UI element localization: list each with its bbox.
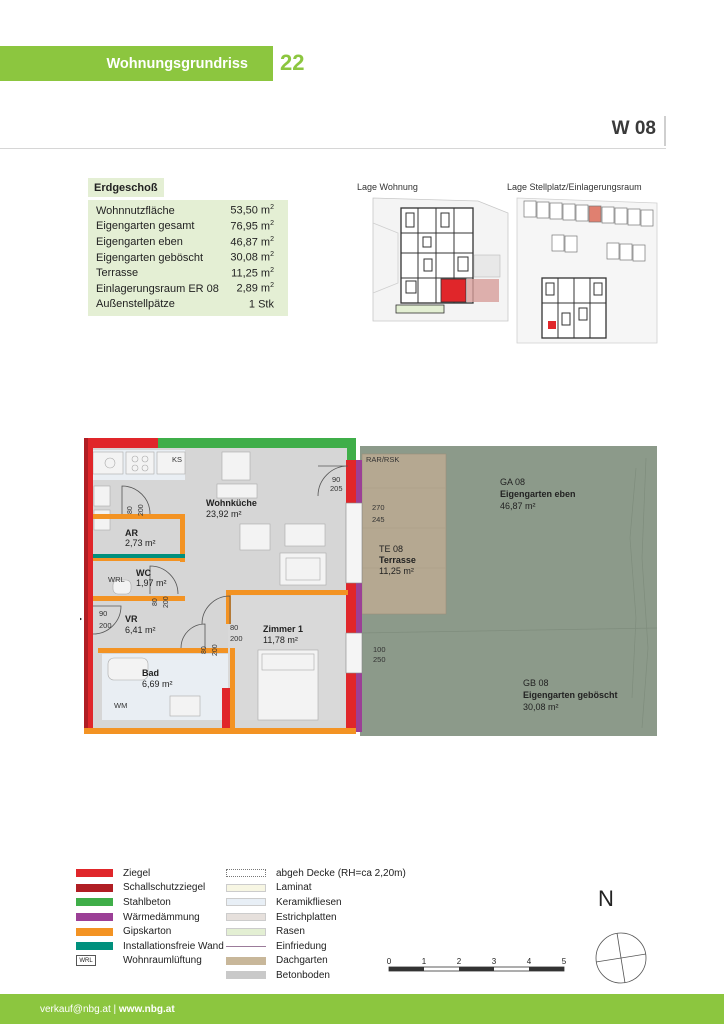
footer-bar [0, 994, 724, 1024]
legend-swatch [76, 884, 113, 892]
scale-tick: 1 [421, 957, 427, 966]
room-name: Eigengarten eben [500, 489, 576, 499]
room-code: GA 08 [500, 477, 526, 487]
scale-tick: 3 [491, 957, 497, 966]
legend-item: Wärmedämmung [76, 910, 224, 925]
parking-site-plan [512, 193, 662, 345]
legend-swatch [226, 928, 266, 936]
location-plan-label: Lage Wohnung [357, 182, 418, 192]
area-label: Eigengarten gesamt [96, 220, 195, 233]
legend-swatch [76, 869, 113, 877]
area-value: 11,25 m [231, 267, 271, 280]
legend-item: Estrichplatten [226, 910, 406, 925]
legend-item: Keramikfliesen [226, 895, 406, 910]
area-row: Wohnnutzfläche 53,50 $m^2$ [96, 204, 274, 218]
area-value: 46,87 m [230, 236, 271, 249]
page-title: Wohnungsgrundriss [106, 55, 248, 72]
scale-tick: 2 [456, 957, 462, 966]
door-height: 200 [138, 504, 145, 516]
installation-wall [93, 554, 185, 558]
room-area: 1,97 m² [136, 578, 167, 588]
legend-item: abgeh Decke (RH=ca 2,20m) [226, 866, 406, 881]
door-height: 200 [163, 596, 170, 608]
legend-swatch [226, 957, 266, 965]
legend-materials [76, 866, 224, 968]
room-area: 30,08 m² [523, 702, 559, 712]
legend-swatch [76, 913, 113, 921]
footer-email[interactable]: verkauf@nbg.at [40, 1003, 111, 1015]
area-row: Einlagerungsraum ER 08 2,89 $m^2$ [96, 282, 274, 296]
room-area: 6,41 m² [125, 625, 156, 635]
area-label: Terrasse [96, 267, 139, 280]
legend-item: Schallschutzziegel [76, 881, 224, 896]
page-title-bar [0, 46, 273, 81]
room-area: 11,78 m² [263, 635, 298, 645]
legend-surfaces [226, 866, 406, 983]
area-row [88, 297, 288, 313]
legend-swatch [226, 898, 266, 906]
insulation-wall [356, 460, 362, 732]
legend-swatch [76, 942, 113, 950]
legend-swatch [76, 898, 113, 906]
door-height: 200 [99, 621, 112, 630]
floor-label: Erdgeschoß [88, 178, 164, 197]
area-label: Eigengarten eben [96, 235, 183, 248]
scale-tick: 0 [386, 957, 392, 966]
scale-tick: 4 [526, 957, 532, 966]
area-label: Außenstellpätze [96, 298, 175, 311]
door-width: 100 [373, 645, 386, 654]
door-height: 205 [330, 484, 343, 493]
floor-plan [80, 438, 658, 738]
page-number: 22 [280, 50, 305, 75]
legend-item: Einfriedung [226, 939, 406, 954]
area-value: 1 Stk [248, 298, 274, 311]
legend-swatch [226, 869, 266, 877]
legend-item: Gipskarton [76, 924, 224, 939]
door-height: 200 [230, 634, 243, 643]
door-height: 200 [212, 644, 219, 656]
room-name: VR [125, 614, 138, 624]
area-label: Einlagerungsraum ER 08 [96, 282, 219, 295]
legend-swatch [226, 971, 266, 979]
room-area: 46,87 m² [500, 501, 536, 511]
scale-bar [384, 955, 574, 977]
legend-item: Installationsfreie Wand [76, 939, 224, 954]
legend-item: Laminat [226, 881, 406, 896]
area-row: Eigengarten geböscht 30,08 $m^2$ [96, 251, 274, 264]
footer-separator: | [110, 1003, 119, 1015]
legend-item: Stahlbeton [76, 895, 224, 910]
area-row: Eigengarten gesamt 76,95 $m^2$ [96, 220, 274, 233]
legend-item: WRL Wohnraumlüftung [76, 954, 224, 969]
area-table [88, 200, 288, 316]
unit-divider [0, 116, 666, 149]
wrl-badge: WRL [108, 575, 125, 584]
area-label: Eigengarten geböscht [96, 251, 204, 264]
scale-tick: 5 [561, 957, 567, 966]
footer-website[interactable]: www.nbg.at [118, 1003, 175, 1015]
area-value: 2,89 m [236, 283, 271, 296]
fridge-label: KS [172, 455, 183, 464]
legend-item: Ziegel [76, 866, 224, 881]
door-width: 80 [201, 646, 208, 654]
room-code: TE 08 [379, 544, 404, 554]
legend-swatch [76, 928, 113, 936]
legend-swatch [226, 913, 266, 921]
room-area: 6,69 m² [142, 679, 173, 689]
room-name: Wohnküche [206, 498, 257, 508]
compass-icon [593, 930, 649, 986]
room-name: AR [125, 528, 138, 538]
area-row: Terrasse 11,25 $m^2$ [96, 266, 274, 280]
wrl-badge: WRL [76, 955, 96, 966]
area-value: 30,08 m [230, 251, 271, 264]
door-width: 80 [152, 598, 159, 606]
legend-swatch [226, 946, 266, 947]
room-name: Terrasse [379, 555, 416, 565]
room-area: 2,73 m² [125, 538, 156, 548]
door-width: 270 [372, 503, 385, 512]
area-value: 53,50 m [230, 205, 271, 218]
parking-plan-label: Lage Stellplatz/Einlagerungsraum [507, 182, 642, 192]
door-width: 90 [332, 475, 341, 484]
rar-label: RAR/RSK [366, 455, 400, 464]
compass-north-label: N [598, 886, 614, 911]
room-area: 11,25 m² [379, 566, 414, 576]
room-code: GB 08 [523, 678, 549, 688]
legend-item: Dachgarten [226, 954, 406, 969]
room-name: Eigengarten geböscht [523, 690, 618, 700]
area-label: Wohnnutzfläche [96, 204, 175, 217]
location-site-plan [368, 193, 510, 325]
room-name: Zimmer 1 [263, 624, 304, 634]
unit-code: W 08 [611, 118, 656, 139]
room-name: Bad [142, 668, 160, 678]
area-row: Eigengarten eben 46,87 $m^2$ [96, 235, 274, 249]
concrete-wall [158, 438, 356, 448]
door-width: 80 [230, 623, 239, 632]
door-width: 80 [127, 506, 134, 514]
washer-label: WM [114, 701, 128, 710]
door-width: 90 [99, 609, 108, 618]
terrace-area [362, 454, 446, 614]
door-height: 250 [373, 655, 386, 664]
area-value: 76,95 m [230, 220, 271, 233]
legend-swatch [226, 884, 266, 892]
door-height: 245 [372, 515, 385, 524]
room-name: WC [136, 568, 151, 578]
room-area: 23,92 m² [206, 509, 242, 519]
legend-item: Betonboden [226, 968, 406, 983]
legend-item: Rasen [226, 924, 406, 939]
